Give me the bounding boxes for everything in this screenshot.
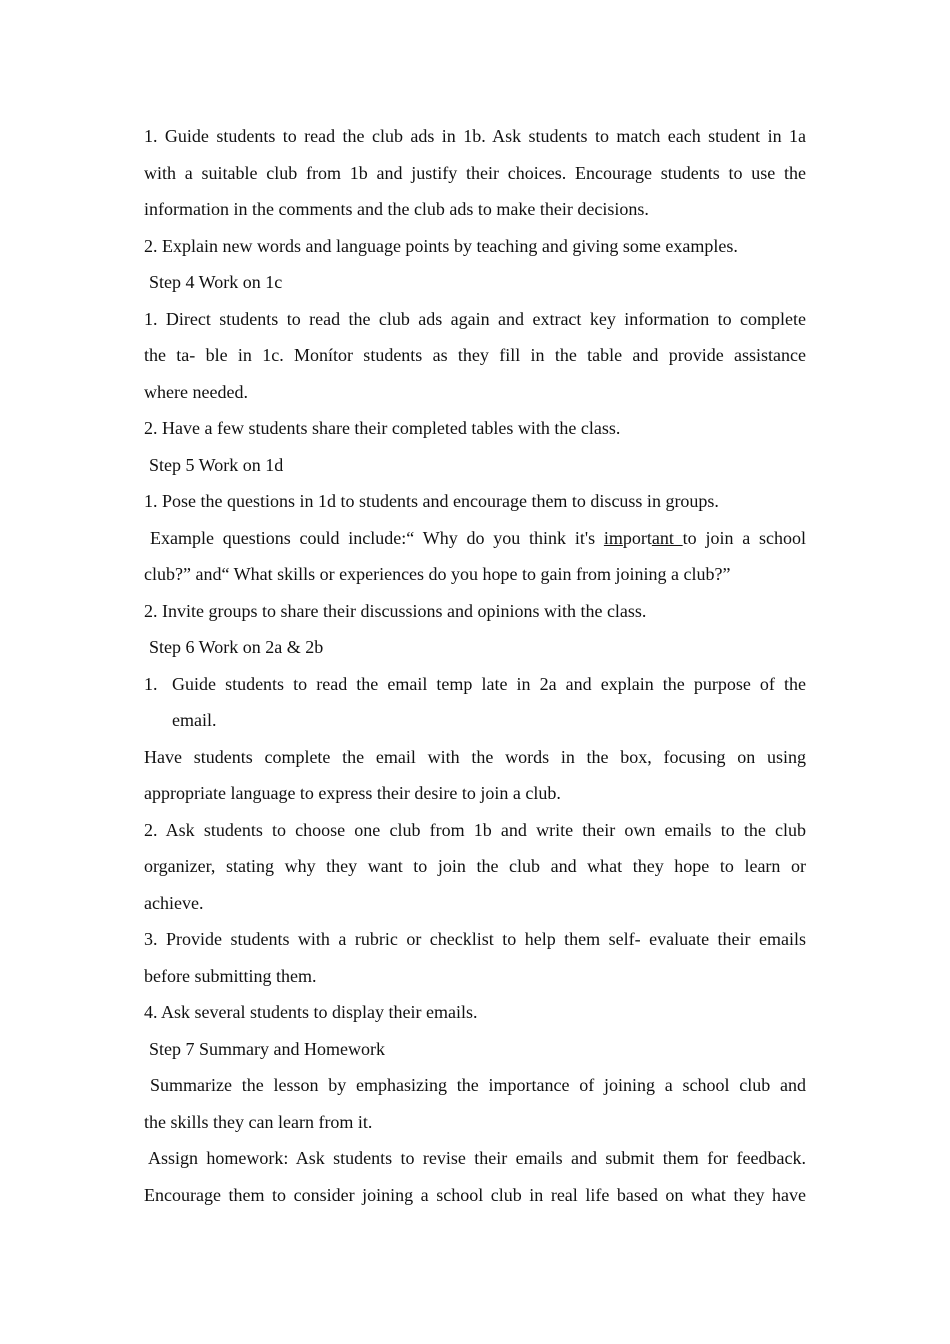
text-line: 2. Invite groups to share their discussions and opinions with the class. (144, 600, 647, 621)
text-line: the skills they can learn from it. (144, 1111, 373, 1132)
text-line: 2. Explain new words and language points by teaching and giving some examples. (144, 235, 738, 256)
text-segment: port (622, 527, 652, 548)
step-heading: Step 4 Work on 1c (149, 272, 283, 292)
numbered-item (144, 666, 806, 703)
text-line: 2. Ask students to choose one club from 1b and write their own emails to the club (144, 819, 806, 840)
item-number: 1. (144, 673, 158, 694)
text-line: with a suitable club from 1b and justify their choices. Encourage students to use the (144, 162, 806, 183)
text-segment: to join a school (682, 527, 806, 548)
text-line: club?” and“ What skills or experiences do you hope to gain from joining a club?” (144, 564, 731, 584)
text-line: appropriate language to express their desire to join a club. (144, 783, 561, 803)
text-line: Assign homework: Ask students to revise their emails and submit them for feedback. (148, 1148, 806, 1168)
text-line: 2. Have a few students share their completed tables with the class. (144, 418, 621, 438)
text-line: email. (172, 710, 217, 730)
text-line: 1. Pose the questions in 1d to students and encourage them to discuss in groups. (144, 491, 719, 511)
underlined-text: im (603, 527, 623, 548)
text-segment: Example questions could include:“ Why do you think it's (150, 527, 604, 548)
item-text: Guide students to read the email temp late in 2a and explain the purpose of the (172, 673, 806, 694)
text-line: 4. Ask several students to display their emails. (144, 1002, 478, 1022)
text-line: achieve. (144, 892, 204, 913)
text-line: 1. Guide students to read the club ads in 1b. Ask students to match each student in 1a (144, 126, 806, 146)
text-line: 1. Direct students to read the club ads again and extract key information to complete (144, 308, 806, 329)
text-line: Have students complete the email with the words in the box, focusing on using (144, 746, 806, 767)
text-line: organizer, stating why they want to join the club and what they hope to learn or (144, 856, 806, 876)
text-line: 3. Provide students with a rubric or checklist to help them self- evaluate their emails (144, 929, 806, 949)
step-heading: Step 7 Summary and Homework (149, 1038, 385, 1059)
document-page (144, 118, 806, 1213)
text-line: before submitting them. (144, 965, 317, 986)
text-line-example-questions (144, 520, 806, 557)
text-line: Summarize the lesson by emphasizing the importance of joining a school club and (150, 1075, 806, 1095)
step-heading: Step 6 Work on 2a & 2b (149, 637, 324, 657)
text-line: the ta- ble in 1c. Monítor students as they fill in the table and provide assistance (144, 345, 806, 365)
step-heading: Step 5 Work on 1d (149, 454, 284, 475)
underlined-text: ant (651, 527, 683, 548)
text-line: Encourage them to consider joining a school club in real life based on what they have (144, 1184, 806, 1205)
text-line: information in the comments and the club ads to make their decisions. (144, 199, 649, 219)
text-line: where needed. (144, 381, 248, 402)
